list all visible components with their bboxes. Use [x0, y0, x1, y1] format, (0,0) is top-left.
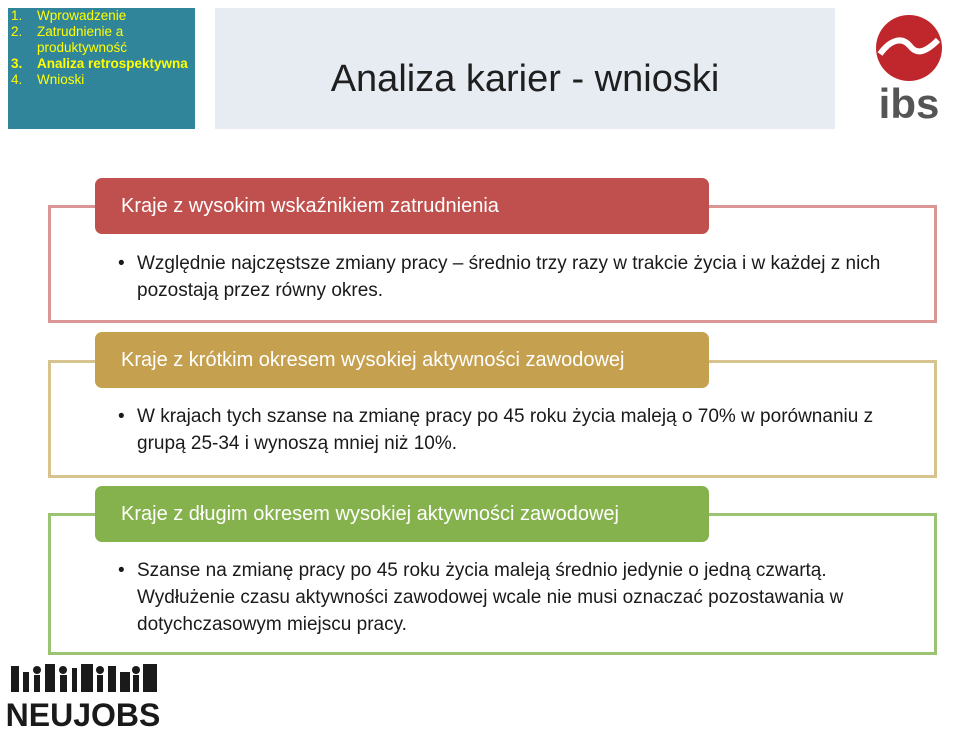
bullet-icon: •	[118, 253, 125, 274]
ibs-logo-text: ibs	[878, 80, 940, 127]
section-bullet-short-activity: • W krajach tych szanse na zmianę pracy po 45 roku życia maleją o 70% w porównaniu z grupą 25-34 i wynoszą mniej niż 10%.	[118, 403, 918, 457]
bullet-icon: •	[118, 406, 125, 427]
neujobs-logo-text: NEUJOBS	[5, 697, 161, 732]
agenda-nav	[8, 8, 195, 129]
neujobs-logo-figures	[11, 664, 157, 692]
nav-item-wprowadzenie[interactable]: 1. Wprowadzenie	[11, 8, 127, 23]
section-header-employment: Kraje z wysokim wskaźnikiem zatrudnienia	[95, 178, 709, 234]
neujobs-logo	[5, 660, 165, 732]
section-bullet-long-activity: • Szanse na zmianę pracy po 45 roku życia maleją średnio jedynie o jedną czwartą. Wydłużenie czasu aktywności zawodowej wcale nie musi oznaczać pozostawania w dotychczasowym miejscu pracy.	[118, 557, 918, 638]
title-banner	[215, 8, 835, 129]
nav-item-zatrudnienie[interactable]: 2. Zatrudnienie a produktywność	[11, 24, 128, 55]
nav-item-wnioski[interactable]: 4. Wnioski	[11, 72, 85, 87]
section-header-short-activity: Kraje z krótkim okresem wysokiej aktywności zawodowej	[95, 332, 709, 388]
page-title: Analiza karier - wnioski	[330, 58, 720, 100]
nav-item-analiza[interactable]: 3. Analiza retrospektywna	[11, 56, 188, 71]
section-header-long-activity: Kraje z długim okresem wysokiej aktywności zawodowej	[95, 486, 709, 542]
section-bullet-employment: • Względnie najczęstsze zmiany pracy – średnio trzy razy w trakcie życia i w każdej z nich pozostają przez równy okres.	[118, 250, 918, 304]
ibs-logo	[862, 10, 957, 128]
bullet-icon: •	[118, 560, 125, 581]
